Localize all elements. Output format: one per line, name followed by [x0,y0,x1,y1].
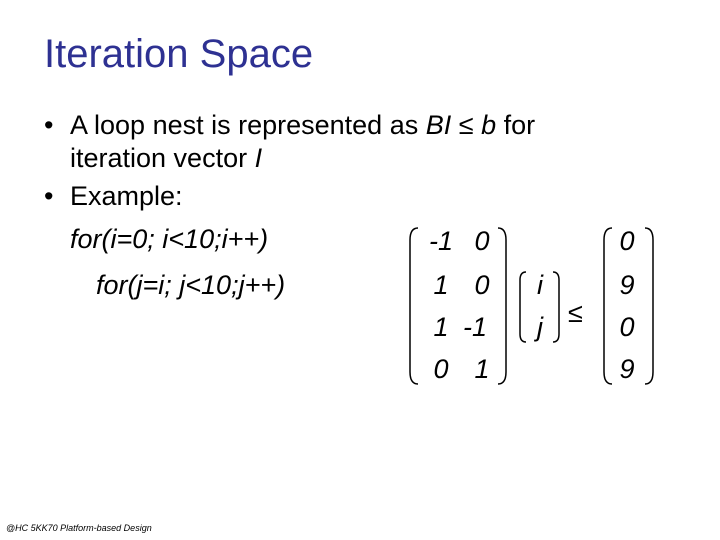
matrix-cell: 0 [474,226,490,256]
matrix-cell: 1 [433,270,449,300]
bullet-1-text-post: for [496,110,536,140]
matrix-cell: 0 [433,354,449,384]
bullet-1-I: I [254,143,263,173]
leq-symbol: ≤ [568,298,583,328]
matrix-cell: -1 [462,312,487,342]
bullet-dot: • [44,181,54,211]
bullet-1-leq: ≤ [458,110,474,140]
vector-cell: 9 [619,354,635,384]
bullet-1-text-pre: A loop nest is represented as [70,110,426,140]
matrix-cell: -1 [428,226,453,256]
bullet-1-b: b [481,110,497,140]
code-line-1: for(i=0; i<10;i++) [70,224,269,254]
matrix-cell: 0 [474,270,490,300]
vector-cell: 9 [619,270,635,300]
matrix-cell: 1 [474,354,490,384]
matrix-cell: 1 [433,312,449,342]
bullet-1-cont-text: iteration vector [70,143,255,173]
bullet-2: Example: [70,181,183,211]
bullet-dot: • [44,110,54,140]
code-line-2: for(j=i; j<10;j++) [96,270,286,300]
slide-title: Iteration Space [44,32,314,76]
vector-cell: 0 [619,312,635,342]
bullet-1-BI: BI [425,110,452,140]
vector-cell: i [537,270,543,300]
vector-cell: 0 [619,226,635,256]
vector-cell: j [537,312,543,342]
footer-text: @HC 5KK70 Platform-based Design [6,523,152,533]
